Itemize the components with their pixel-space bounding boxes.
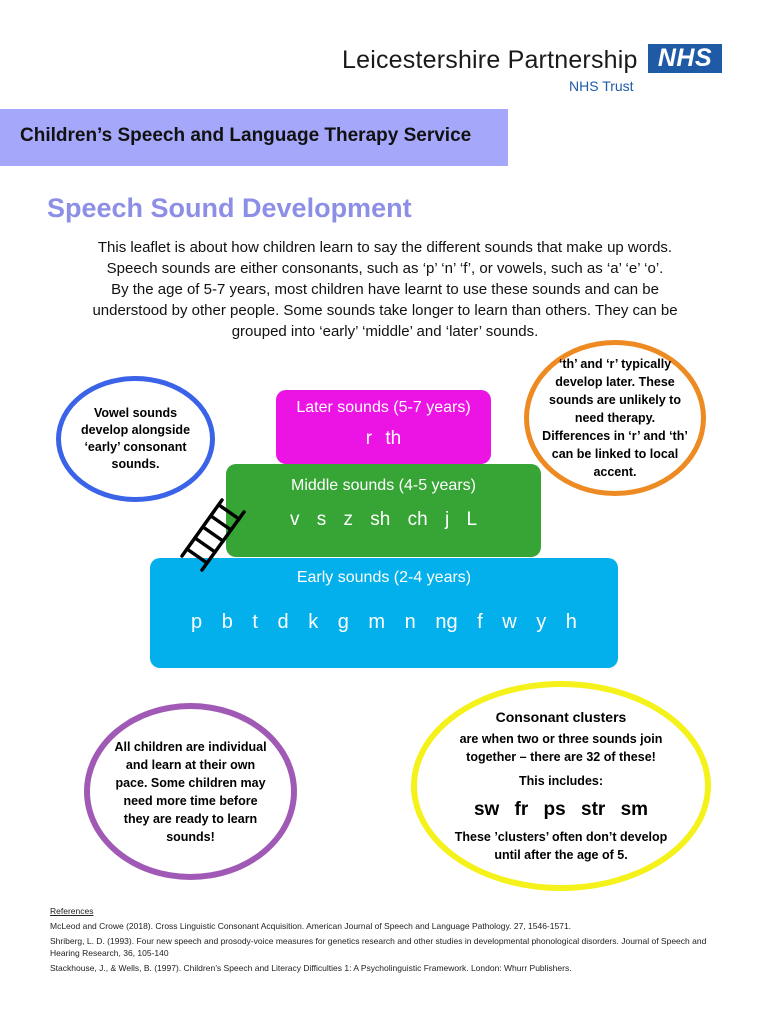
- clusters-description: are when two or three sounds join together – there are 32 of these!: [459, 732, 663, 764]
- reference-item: Stackhouse, J., & Wells, B. (1997). Children’s Speech and Literacy Difficulties 1: A Psycholinguistic Framework. London: Whurr Publishers.: [50, 963, 572, 973]
- vowel-sounds-text: Vowel sounds develop alongside ‘early’ consonant sounds.: [80, 406, 191, 471]
- early-sounds-tier: [150, 558, 618, 668]
- clusters-note: These ’clusters’ often don’t develop until after the age of 5.: [454, 830, 668, 862]
- references: [50, 905, 730, 977]
- intro-line: This leaflet is about how children learn to say the different sounds that make up words.: [97, 239, 673, 256]
- clusters-examples: sw fr ps str sm: [473, 799, 649, 820]
- later-sounds-list: r th: [365, 428, 402, 449]
- nhs-logo: NHS: [648, 44, 722, 73]
- early-sounds-title: Early sounds (2-4 years): [296, 569, 472, 586]
- intro-paragraph: [40, 237, 730, 342]
- middle-sounds-title: Middle sounds (4-5 years): [291, 477, 476, 494]
- reference-item: Shriberg, L. D. (1993). Four new speech and prosody-voice measures for genetics research and other studies in developmental phonological disorders. Journal of Speech and Hearing Research, 36, 105-140: [50, 936, 707, 958]
- middle-sounds-list: v s z sh ch j L: [289, 509, 478, 530]
- org-name: Leicestershire Partnership: [342, 46, 638, 74]
- middle-sounds-tier: [226, 464, 541, 557]
- th-r-text: ‘th’ and ‘r’ typically develop later. These sounds are unlikely to need therapy. Differences in ‘r’ and ‘th’ can be linked to local accent.: [542, 357, 688, 479]
- ladder-icon: [178, 494, 248, 574]
- org-subtitle: NHS Trust: [569, 78, 634, 94]
- th-r-circle: [524, 340, 706, 496]
- clusters-title: Consonant clusters: [495, 709, 627, 725]
- later-sounds-title: Later sounds (5-7 years): [296, 399, 471, 416]
- intro-line: understood by other people. Some sounds take longer to learn than others. They can be: [92, 302, 678, 319]
- individual-learning-text: All children are individual and learn at their own pace. Some children may need more time before they are ready to learn sounds!: [114, 739, 267, 844]
- clusters-includes: This includes:: [518, 774, 604, 788]
- early-sounds-list: p b t d k g m n ng f w y h: [191, 611, 577, 633]
- reference-item: McLeod and Crowe (2018). Cross Linguistic Consonant Acquisition. American Journal of Speech and Language Pathology. 27, 1546-1571.: [50, 921, 572, 931]
- intro-line: grouped into ‘early’ ‘middle’ and ‘later’ sounds.: [231, 323, 539, 340]
- references-heading: References: [50, 906, 94, 916]
- vowel-sounds-circle: [56, 376, 215, 502]
- page-title: Speech Sound Development: [47, 193, 412, 223]
- intro-line: By the age of 5-7 years, most children have learnt to use these sounds and can be: [111, 281, 659, 298]
- service-title: Children’s Speech and Language Therapy Service: [20, 125, 472, 146]
- later-sounds-tier: [276, 390, 491, 464]
- individual-learning-circle: [84, 703, 297, 880]
- intro-line: Speech sounds are either consonants, such as ‘p’ ‘n’ ‘f’, or vowels, such as ‘a’ ‘e’ ‘o’.: [106, 260, 664, 277]
- consonant-clusters-circle: [411, 681, 711, 891]
